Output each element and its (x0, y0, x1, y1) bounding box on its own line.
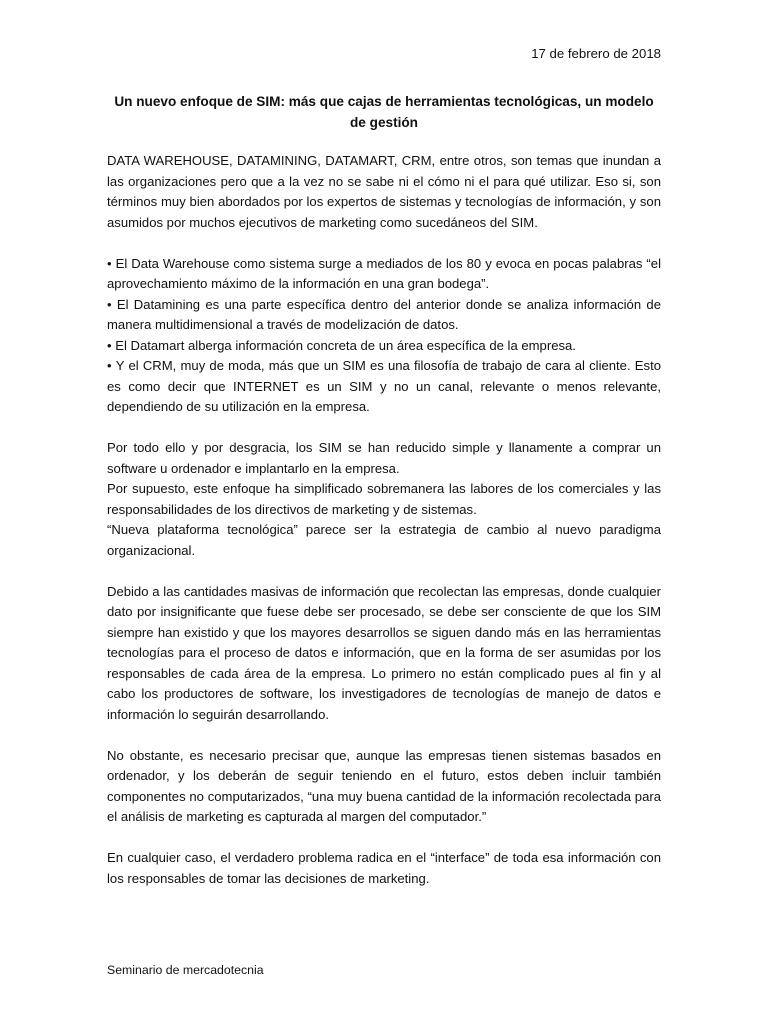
document-date: 17 de febrero de 2018 (531, 46, 661, 61)
document-footer: Seminario de mercadotecnia (107, 963, 264, 977)
bullet-item-data-warehouse: • El Data Warehouse como sistema surge a mediados de los 80 y evoca en pocas palabras “el aprovechamiento máximo de la información en una gran bodega”. (107, 254, 661, 295)
paragraph-new-platform: “Nueva plataforma tecnológica” parece ser la estrategia de cambio al nuevo paradigma organizacional. (107, 522, 661, 558)
intro-paragraph: DATA WAREHOUSE, DATAMINING, DATAMART, CRM, entre otros, son temas que inundan a las organizaciones pero que a la vez no se sabe ni el cómo ni el para qué utilizar. Eso si, son términos muy bien abordados por los expertos de sistemas y tecnologías de información, y son asumidos por muchos ejecutivos de marketing como sucedáneos del SIM. (107, 153, 661, 230)
bullet-item-datamining: • El Datamining es una parte específica dentro del anterior donde se analiza información de manera multidimensional a través de modelización de datos. (107, 295, 661, 336)
paragraph-simplified-approach: Por supuesto, este enfoque ha simplificado sobremanera las labores de los comerciales y las responsabilidades de los directivos de marketing y de sistemas. (107, 481, 661, 517)
paragraph-sim-reduction: Por todo ello y por desgracia, los SIM se han reducido simple y llanamente a comprar un software u ordenador e implantarlo en la empresa. (107, 440, 661, 476)
paragraph-non-computerized: No obstante, es necesario precisar que, aunque las empresas tienen sistemas basados en ordenador, y los deberán de seguir teniendo en el futuro, estos deben incluir también componentes no computarizados, “una muy buena cantidad de la información recolectada para el análisis de marketing es capturada al margen del computador.” (107, 747, 661, 824)
bullet-item-crm: • Y el CRM, muy de moda, más que un SIM es una filosofía de trabajo de cara al cliente. Esto es como decir que INTERNET es un SIM y no un canal, relevante o menos relevante, dependiendo de su utilización en la empresa. (107, 356, 661, 418)
paragraph-interface-problem: En cualquier caso, el verdadero problema radica en el “interface” de toda esa información con los responsables de tomar las decisiones de marketing. (107, 850, 661, 886)
paragraph-massive-data: Debido a las cantidades masivas de información que recolectan las empresas, donde cualquier dato por insignificante que fuese debe ser procesado, se debe ser consciente de que los SIM siempre han existido y que los mayores desarrollos se siguen dando más en las herramientas tecnologías para el proceso de datos e información, que en la forma de ser asumidas por los responsables de cada área de la empresa. Lo primero no están complicado pues al fin y al cabo los productores de software, los investigadores de tecnologías de manejo de datos e información lo seguirán desarrollando. (107, 583, 661, 722)
bullet-item-datamart: • El Datamart alberga información concreta de un área específica de la empresa. (107, 336, 661, 357)
document-body (107, 151, 661, 889)
document-title: Un nuevo enfoque de SIM: más que cajas de herramientas tecnológicas, un modelo de gestión (114, 94, 654, 130)
